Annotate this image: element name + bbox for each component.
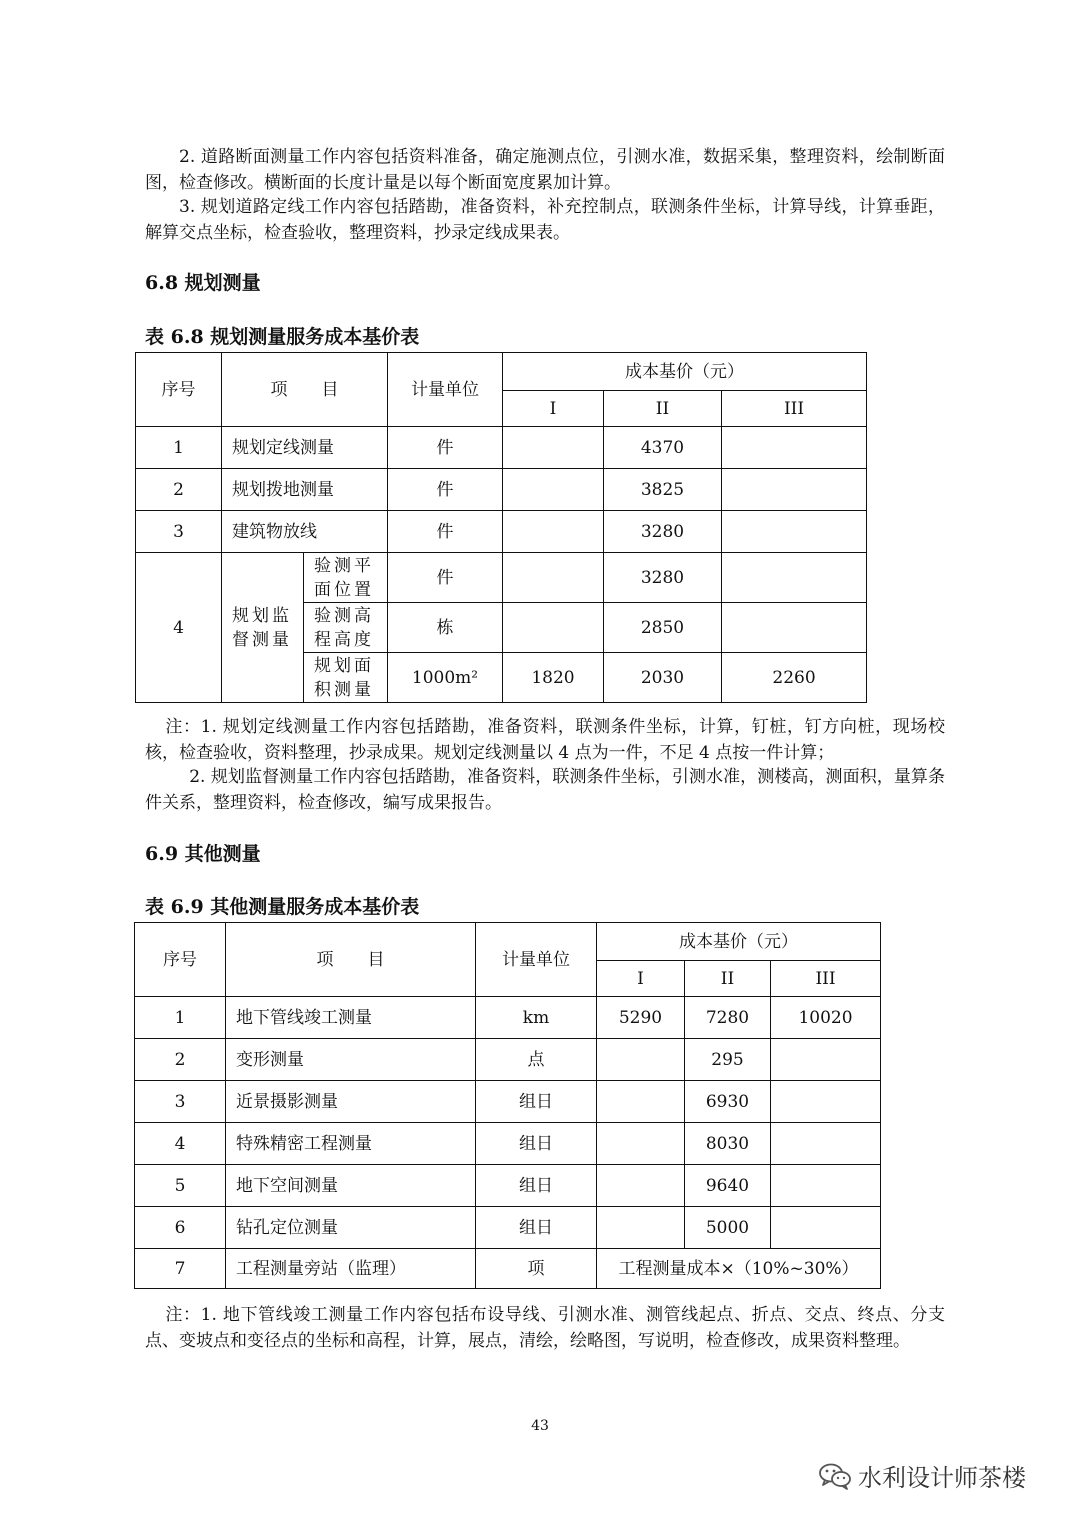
cell-item: 地下管线竣工测量 (226, 997, 476, 1039)
header-grade-2: II (685, 961, 771, 997)
cell-price-2: 6930 (685, 1081, 771, 1123)
cell-price-2: 2030 (604, 653, 722, 703)
cell-unit: 1000m² (388, 653, 503, 703)
table-title-6-9: 表 6.9 其他测量服务成本基价表 (145, 896, 420, 918)
cell-price-2: 4370 (604, 427, 722, 469)
cell-item: 变形测量 (226, 1039, 476, 1081)
cell-unit: 件 (388, 553, 503, 603)
header-item: 项 目 (226, 923, 476, 997)
table-row (136, 469, 867, 511)
cell-unit: 组日 (476, 1123, 597, 1165)
wechat-icon (818, 1462, 852, 1490)
cell-price-1 (503, 469, 604, 511)
cell-price-3 (722, 469, 867, 511)
header-seq: 序号 (136, 353, 222, 427)
cell-price-3 (771, 1081, 881, 1123)
watermark (818, 1458, 1026, 1493)
cell-item: 工程测量旁站（监理） (226, 1249, 476, 1289)
table-row (135, 997, 881, 1039)
cell-price-1 (503, 553, 604, 603)
header-grade-3: III (771, 961, 881, 997)
header-grade-3: III (722, 391, 867, 427)
table-title-6-8: 表 6.8 规划测量服务成本基价表 (145, 326, 420, 348)
cell-seq: 2 (136, 469, 222, 511)
section-heading-6-8: 6.8 规划测量 (145, 272, 261, 294)
cell-price-1 (597, 1081, 685, 1123)
cell-price-2: 3825 (604, 469, 722, 511)
cell-unit: 组日 (476, 1081, 597, 1123)
cell-price-1 (597, 1123, 685, 1165)
cell-price-merged: 工程测量成本×（10%~30%） (597, 1249, 881, 1289)
header-grade-1: I (597, 961, 685, 997)
cell-price-1: 5290 (597, 997, 685, 1039)
table-row (135, 1249, 881, 1289)
cell-price-3 (722, 511, 867, 553)
cell-price-1 (597, 1039, 685, 1081)
cell-price-2: 295 (685, 1039, 771, 1081)
intro-paragraph-2: 2. 道路断面测量工作内容包括资料准备，确定施测点位，引测水准，数据采集，整理资料，绘制断面图，检查修改。横断面的长度计量是以每个断面宽度累加计算。 (145, 147, 945, 193)
table-6-8 (135, 352, 867, 703)
section-heading-6-9: 6.9 其他测量 (145, 843, 261, 865)
cell-price-2: 3280 (604, 553, 722, 603)
cell-price-3 (722, 603, 867, 653)
cell-seq: 7 (135, 1249, 226, 1289)
cell-subitem: 验测高程高度 (304, 603, 388, 653)
table-6-9-note-1: 注：1. 地下管线竣工测量工作内容包括布设导线、引测水准、测管线起点、折点、交点、终点、分支点、变坡点和变径点的坐标和高程，计算，展点，清绘，绘略图，写说明，检查修改，成果资料整理。 (145, 1305, 945, 1351)
cell-price-3 (722, 427, 867, 469)
intro-paragraph-3: 3. 规划道路定线工作内容包括踏勘，准备资料，补充控制点，联测条件坐标，计算导线，计算垂距，解算交点坐标，检查验收，整理资料，抄录定线成果表。 (145, 197, 945, 243)
cell-subitem: 规划面积测量 (304, 653, 388, 703)
page-number: 43 (531, 1418, 549, 1434)
cell-price-1 (503, 603, 604, 653)
cell-price-1 (597, 1207, 685, 1249)
table-row (135, 1207, 881, 1249)
cell-price-3 (722, 553, 867, 603)
cell-item: 规划拨地测量 (222, 469, 388, 511)
cell-unit: 栋 (388, 603, 503, 653)
watermark-text: 水利设计师茶楼 (858, 1464, 1026, 1492)
table-row (135, 1165, 881, 1207)
header-unit: 计量单位 (476, 923, 597, 997)
cell-price-3: 2260 (722, 653, 867, 703)
cell-item: 特殊精密工程测量 (226, 1123, 476, 1165)
table-row (135, 1081, 881, 1123)
cell-price-1 (503, 511, 604, 553)
cell-unit: 件 (388, 511, 503, 553)
cell-price-3 (771, 1207, 881, 1249)
cell-price-3 (771, 1165, 881, 1207)
cell-item: 规划定线测量 (222, 427, 388, 469)
cell-price-2: 7280 (685, 997, 771, 1039)
cell-seq: 6 (135, 1207, 226, 1249)
cell-price-2: 9640 (685, 1165, 771, 1207)
cell-price-2: 2850 (604, 603, 722, 653)
cell-price-3 (771, 1123, 881, 1165)
cell-item: 钻孔定位测量 (226, 1207, 476, 1249)
table-row (135, 1039, 881, 1081)
cell-seq: 4 (136, 553, 222, 703)
cell-item: 建筑物放线 (222, 511, 388, 553)
header-unit: 计量单位 (388, 353, 503, 427)
header-price: 成本基价（元） (597, 923, 881, 961)
table-row (136, 553, 867, 603)
cell-seq: 5 (135, 1165, 226, 1207)
cell-price-2: 5000 (685, 1207, 771, 1249)
header-grade-1: I (503, 391, 604, 427)
cell-seq: 4 (135, 1123, 226, 1165)
header-item: 项 目 (222, 353, 388, 427)
cell-unit: km (476, 997, 597, 1039)
cell-seq: 1 (136, 427, 222, 469)
table-6-9 (134, 922, 881, 1289)
table-6-8-note-2: 2. 规划监督测量工作内容包括踏勘，准备资料，联测条件坐标，引测水准，测楼高，测面积，量算条件关系，整理资料，检查修改，编写成果报告。 (145, 767, 945, 813)
cell-price-2: 3280 (604, 511, 722, 553)
cell-seq: 3 (135, 1081, 226, 1123)
table-row (135, 1123, 881, 1165)
table-row (136, 511, 867, 553)
cell-seq: 1 (135, 997, 226, 1039)
cell-item: 近景摄影测量 (226, 1081, 476, 1123)
cell-seq: 3 (136, 511, 222, 553)
header-price: 成本基价（元） (503, 353, 867, 391)
cell-item: 地下空间测量 (226, 1165, 476, 1207)
cell-unit: 组日 (476, 1165, 597, 1207)
cell-price-2: 8030 (685, 1123, 771, 1165)
cell-price-1 (503, 427, 604, 469)
cell-price-3 (771, 1039, 881, 1081)
cell-unit: 件 (388, 469, 503, 511)
header-seq: 序号 (135, 923, 226, 997)
table-row (136, 427, 867, 469)
cell-unit: 点 (476, 1039, 597, 1081)
cell-price-1 (597, 1165, 685, 1207)
header-grade-2: II (604, 391, 722, 427)
cell-price-1: 1820 (503, 653, 604, 703)
cell-price-3: 10020 (771, 997, 881, 1039)
cell-subitem: 验测平面位置 (304, 553, 388, 603)
cell-unit: 件 (388, 427, 503, 469)
table-6-8-note-1: 注：1. 规划定线测量工作内容包括踏勘，准备资料，联测条件坐标，计算，钉桩，钉方向桩，现场校核，检查验收，资料整理，抄录成果。规划定线测量以 4 点为一件，不足 4 点按一件计算； (145, 717, 945, 763)
cell-group-item: 规划监督测量 (222, 553, 304, 703)
cell-unit: 组日 (476, 1207, 597, 1249)
cell-seq: 2 (135, 1039, 226, 1081)
cell-unit: 项 (476, 1249, 597, 1289)
